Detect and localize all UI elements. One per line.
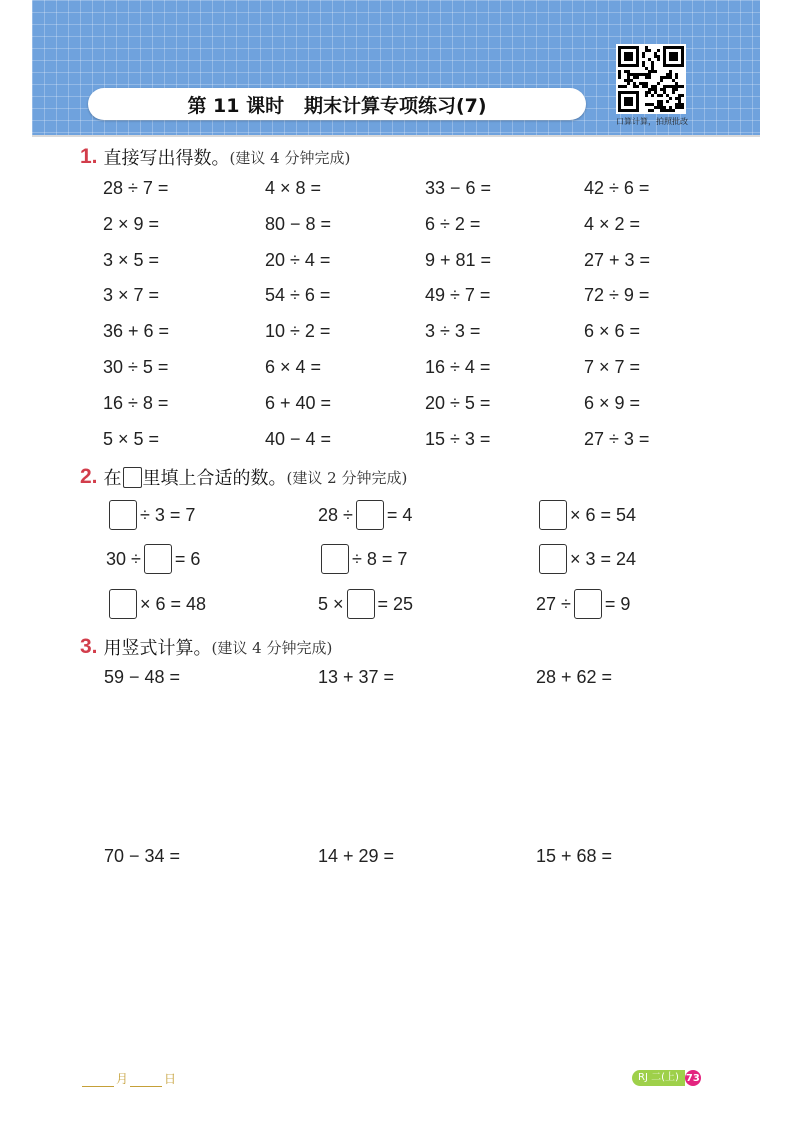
fill-expr-after: × 6 = 54 [570, 504, 637, 525]
fill-expr-after: × 6 = 48 [140, 593, 207, 614]
fill-in-problem [106, 500, 195, 530]
answer-box[interactable] [347, 589, 375, 619]
vertical-calc-problem[interactable]: 59 − 48 = [104, 667, 181, 687]
fill-expr-before: 28 ÷ [318, 504, 353, 525]
mental-math-problem[interactable]: 28 ÷ 7 = [103, 178, 169, 198]
answer-box[interactable] [321, 544, 349, 574]
page-marker [632, 1070, 701, 1086]
vertical-calc-problem[interactable]: 70 − 34 = [104, 846, 181, 866]
mental-math-problem[interactable]: 72 ÷ 9 = [584, 285, 650, 306]
blank-box-icon [123, 467, 142, 488]
mental-math-problem[interactable]: 42 ÷ 6 = [584, 178, 650, 198]
answer-box[interactable] [539, 544, 567, 574]
fill-in-problem [106, 544, 200, 574]
fill-in-problem [318, 589, 413, 619]
date-line[interactable] [80, 1070, 176, 1087]
section-1-heading [80, 144, 350, 170]
mental-math-problem[interactable]: 27 ÷ 3 = [584, 428, 650, 449]
fill-expr-after: = 6 [174, 548, 201, 569]
month-label: 月 [116, 1072, 129, 1086]
answer-box[interactable] [109, 500, 137, 530]
mental-math-problem[interactable]: 6 × 4 = [265, 357, 322, 377]
day-label: 日 [164, 1072, 177, 1086]
mental-math-problem[interactable]: 9 + 81 = [425, 249, 492, 270]
mental-math-problem[interactable]: 3 × 5 = [103, 249, 160, 270]
section-hint: (建议 2 分钟完成) [286, 468, 408, 487]
fill-expr-before: 27 ÷ [536, 593, 571, 614]
mental-math-problem[interactable]: 4 × 2 = [584, 213, 641, 234]
section-instruction: 直接写出得数。 [103, 148, 230, 169]
page-number: 73 [685, 1070, 701, 1086]
fill-expr-after: = 25 [377, 593, 414, 614]
section-instruction: 用竖式计算。 [103, 638, 212, 659]
fill-expr-after: ÷ 3 = 7 [140, 504, 196, 525]
fill-in-problem [318, 500, 412, 530]
section-instruction-after: 里填上合适的数。 [142, 468, 287, 489]
month-blank[interactable] [82, 1074, 114, 1087]
mental-math-problem[interactable]: 54 ÷ 6 = [265, 285, 331, 306]
fill-expr-after: = 9 [604, 593, 631, 614]
mental-math-problem[interactable]: 4 × 8 = [265, 178, 322, 198]
mental-math-problem[interactable]: 16 ÷ 8 = [103, 392, 169, 413]
vertical-calc-problem[interactable]: 13 + 37 = [318, 667, 395, 687]
mental-math-problem[interactable]: 20 ÷ 5 = [425, 392, 491, 413]
mental-math-problem[interactable]: 3 ÷ 3 = [425, 321, 481, 342]
answer-box[interactable] [574, 589, 602, 619]
mental-math-problem[interactable]: 27 + 3 = [584, 249, 651, 270]
qr-caption: 口算计算，拍照批改 [616, 117, 688, 126]
fill-expr-after: × 3 = 24 [570, 548, 637, 569]
section-3-heading [80, 634, 332, 660]
mental-math-problem[interactable]: 10 ÷ 2 = [265, 321, 331, 342]
mental-math-problem[interactable]: 6 ÷ 2 = [425, 213, 481, 234]
vertical-calc-problem[interactable]: 15 + 68 = [536, 846, 613, 866]
day-blank[interactable] [130, 1074, 162, 1087]
mental-math-problem[interactable]: 36 + 6 = [103, 321, 170, 342]
vertical-calc-problem[interactable]: 14 + 29 = [318, 846, 395, 866]
mental-math-problem[interactable]: 5 × 5 = [103, 428, 160, 449]
fill-in-problem [536, 589, 630, 619]
answer-box[interactable] [356, 500, 384, 530]
fill-expr-before: 5 × [318, 593, 344, 614]
mental-math-problem[interactable]: 16 ÷ 4 = [425, 357, 491, 377]
qr-code-icon[interactable] [616, 44, 686, 114]
answer-box[interactable] [539, 500, 567, 530]
answer-box[interactable] [109, 589, 137, 619]
section-hint: (建议 4 分钟完成) [211, 638, 333, 657]
mental-math-problem[interactable]: 6 × 9 = [584, 392, 641, 413]
section-2-heading [80, 464, 407, 490]
mental-math-problem[interactable]: 3 × 7 = [103, 285, 160, 306]
mental-math-problem[interactable]: 20 ÷ 4 = [265, 249, 331, 270]
fill-in-problem [318, 544, 407, 574]
section-number: 1. [80, 145, 98, 168]
mental-math-problem[interactable]: 2 × 9 = [103, 213, 160, 234]
edition-badge: RJ 二(上) [632, 1070, 685, 1086]
fill-in-problem [536, 544, 636, 574]
section-hint: (建议 4 分钟完成) [229, 148, 351, 167]
page-title: 第 11 课时 期末计算专项练习(7) [187, 94, 487, 117]
mental-math-problem[interactable]: 6 × 6 = [584, 321, 641, 342]
mental-math-problem[interactable]: 33 − 6 = [425, 178, 492, 198]
section-number: 2. [80, 465, 98, 488]
fill-in-problem [106, 589, 206, 619]
title-bar [88, 88, 586, 120]
vertical-calc-problem[interactable]: 28 + 62 = [536, 667, 613, 687]
fill-expr-after: = 4 [386, 504, 413, 525]
mental-math-problem[interactable]: 30 ÷ 5 = [103, 357, 169, 377]
fill-in-problem [536, 500, 636, 530]
mental-math-problem[interactable]: 6 + 40 = [265, 392, 332, 413]
answer-box[interactable] [144, 544, 172, 574]
fill-expr-after: ÷ 8 = 7 [352, 548, 408, 569]
mental-math-problem[interactable]: 7 × 7 = [584, 357, 641, 377]
mental-math-problem[interactable]: 15 ÷ 3 = [425, 428, 491, 449]
mental-math-problem[interactable]: 40 − 4 = [265, 428, 332, 449]
mental-math-problem[interactable]: 49 ÷ 7 = [425, 285, 491, 306]
mental-math-problem[interactable]: 80 − 8 = [265, 213, 332, 234]
section-number: 3. [80, 635, 98, 658]
fill-expr-before: 30 ÷ [106, 548, 141, 569]
section-instruction-before: 在 [103, 468, 122, 489]
